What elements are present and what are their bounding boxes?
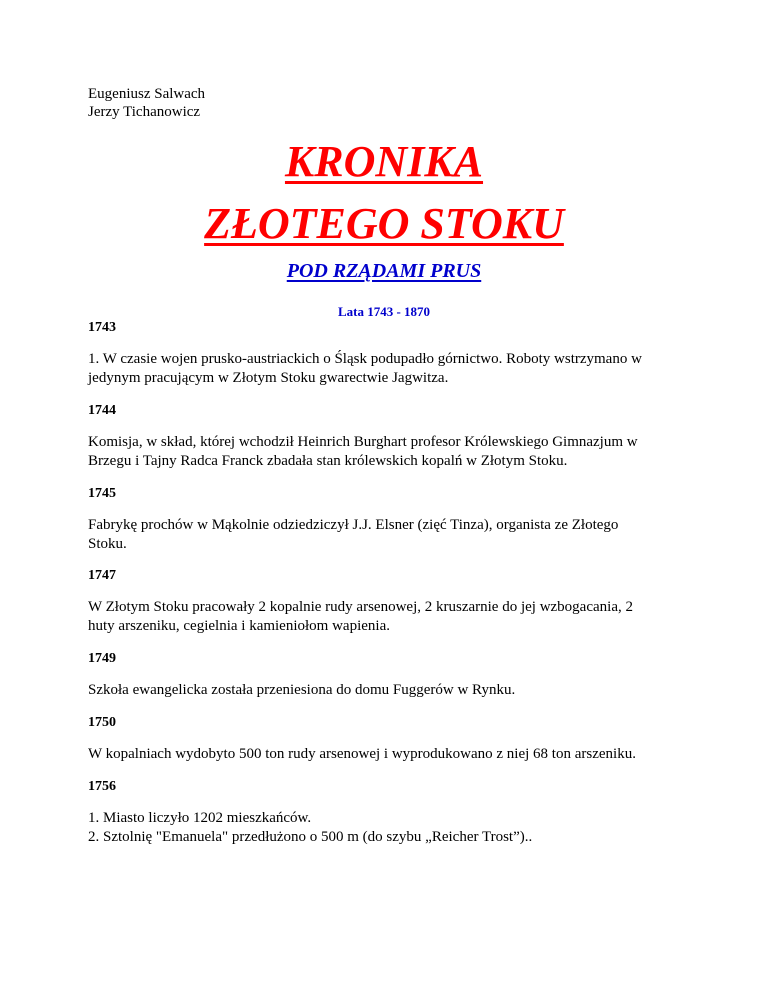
entry-year: 1744 bbox=[88, 403, 116, 418]
entry-text-line: 1. W czasie wojen prusko-austriackich o Śląsk podupadło górnictwo. Roboty wstrzymano w bbox=[88, 351, 642, 367]
document-title-line: ZŁOTEGO STOKU bbox=[204, 199, 564, 248]
entry-text bbox=[88, 350, 688, 388]
entry-text-line: 1. Miasto liczyło 1202 mieszkańców. bbox=[88, 810, 312, 826]
entry-text bbox=[88, 681, 688, 700]
entry-year: 1745 bbox=[88, 486, 116, 501]
entry-text-line: Szkoła ewangelicka została przeniesiona do domu Fuggerów w Rynku. bbox=[88, 682, 516, 698]
author-name: Jerzy Tichanowicz bbox=[88, 104, 201, 120]
entry-text-line: Stoku. bbox=[88, 536, 127, 552]
entry-text-line: huty arszeniku, cegielnia i kamieniołom wapienia. bbox=[88, 618, 390, 634]
entry-text bbox=[88, 516, 688, 554]
entry-text-line: Fabrykę prochów w Mąkolnie odziedziczył J.J. Elsner (zięć Tinza), organista ze Złotego bbox=[88, 517, 619, 533]
document-title-line: KRONIKA bbox=[284, 137, 484, 186]
entry-year: 1750 bbox=[88, 715, 116, 730]
document-subtitle: POD RZĄDAMI PRUS bbox=[286, 260, 482, 282]
entry-text-line: jedynym pracującym w Złotym Stoku gwarectwie Jagwitza. bbox=[88, 370, 449, 386]
entry-year: 1743 bbox=[88, 320, 116, 335]
entry-year: 1749 bbox=[88, 651, 116, 666]
entry-text bbox=[88, 809, 688, 847]
entry-text-line: Komisja, w skład, której wchodził Heinrich Burghart profesor Królewskiego Gimnazjum w bbox=[88, 434, 638, 450]
entry-text-line: W Złotym Stoku pracowały 2 kopalnie rudy arsenowej, 2 kruszarnie do jej wzbogacania, 2 bbox=[88, 599, 633, 615]
years-range: Lata 1743 - 1870 bbox=[337, 304, 431, 319]
entry-text bbox=[88, 598, 688, 636]
entry-year: 1756 bbox=[88, 779, 116, 794]
authors-block bbox=[88, 85, 205, 121]
entry-text-line: 2. Sztolnię "Emanuela" przedłużono o 500 m (do szybu „Reicher Trost”).. bbox=[88, 829, 533, 845]
entry-text-line: W kopalniach wydobyto 500 ton rudy arsenowej i wyprodukowano z niej 68 ton arszeniku. bbox=[88, 746, 636, 762]
entry-year: 1747 bbox=[88, 568, 116, 583]
author-name: Eugeniusz Salwach bbox=[88, 86, 206, 102]
entry-text-line: Brzegu i Tajny Radca Franck zbadała stan królewskich kopalń w Złotym Stoku. bbox=[88, 453, 568, 469]
entry-text bbox=[88, 745, 688, 764]
entry-text bbox=[88, 433, 688, 471]
